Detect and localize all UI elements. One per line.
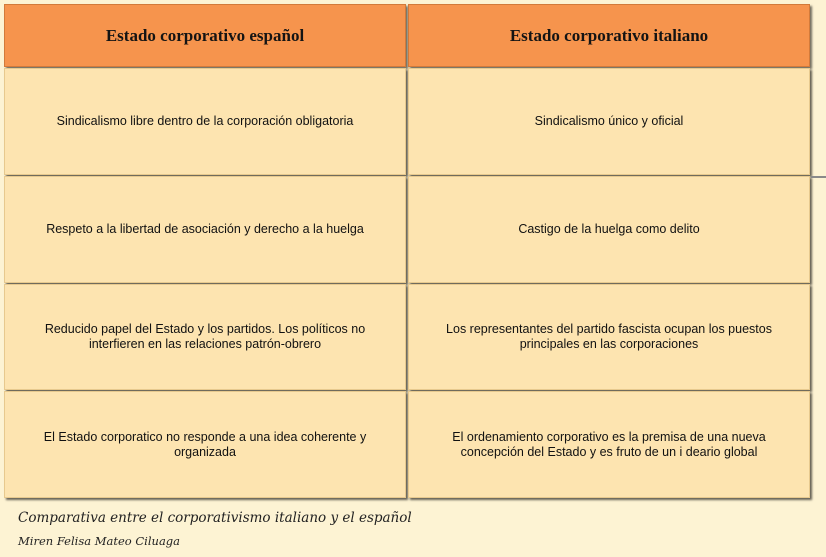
- table-cell-spanish-3: Reducido papel del Estado y los partidos. Los políticos no interfieren en las relaciones patrón-obrero: [4, 284, 406, 390]
- table-cell-italian-4: El ordenamiento corporativo es la premisa de una nueva concepción del Estado y es fruto de un i deario global: [408, 391, 810, 498]
- table-cell-spanish-4: El Estado corporatico no responde a una idea coherente y organizada: [4, 391, 406, 498]
- table-cell-italian-2: Castigo de la huelga como delito: [408, 176, 810, 283]
- table-cell-spanish-1: Sindicalismo libre dentro de la corporación obligatoria: [4, 68, 406, 175]
- column-header-spanish: Estado corporativo español: [4, 4, 406, 67]
- column-header-italian: Estado corporativo italiano: [408, 4, 810, 67]
- table-cell-italian-1: Sindicalismo único y oficial: [408, 68, 810, 175]
- caption-author: Miren Felisa Mateo Ciluaga: [18, 534, 181, 548]
- table-cell-italian-3: Los representantes del partido fascista ocupan los puestos principales en las corporaciones: [408, 284, 810, 390]
- comparison-table: [4, 4, 810, 498]
- divider-line: [811, 176, 826, 178]
- caption-title: Comparativa entre el corporativismo italiano y el español: [18, 510, 412, 526]
- table-cell-spanish-2: Respeto a la libertad de asociación y derecho a la huelga: [4, 176, 406, 283]
